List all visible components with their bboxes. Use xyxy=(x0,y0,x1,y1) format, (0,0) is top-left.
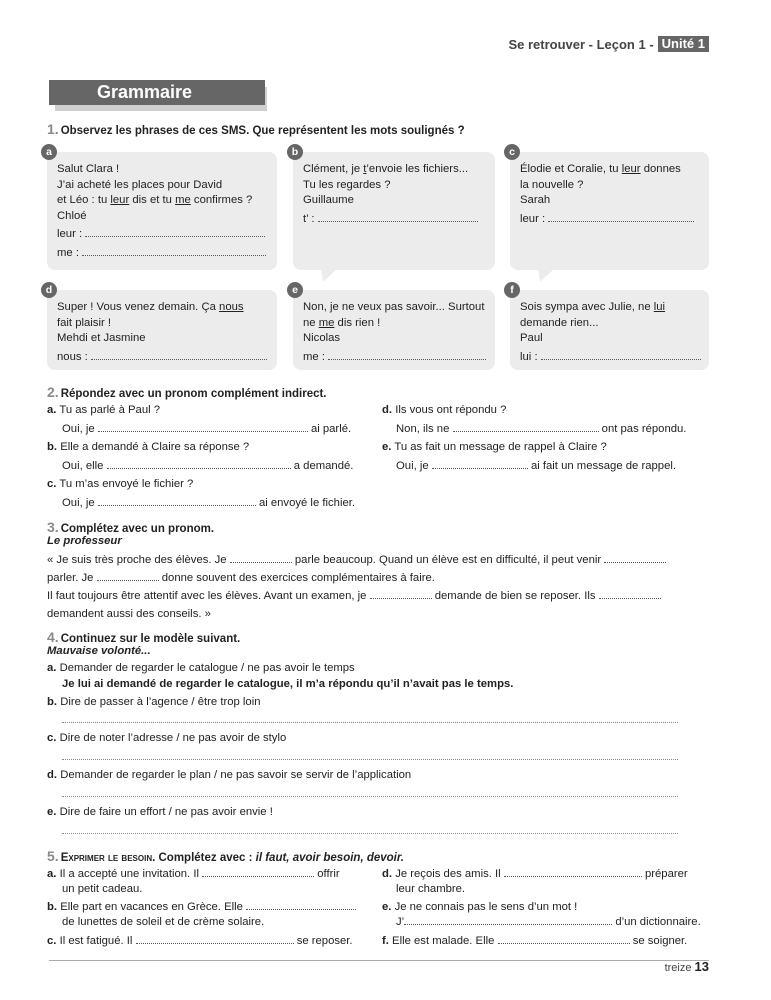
item-label: b. xyxy=(47,441,58,453)
text: Je reçois des amis. Il xyxy=(395,868,501,880)
question-text: Tu as fait un message de rappel à Claire ? xyxy=(394,441,607,453)
ex4-item-d xyxy=(47,768,411,783)
ex5-item-a[interactable] xyxy=(47,867,340,882)
sms-line: la nouvelle ? xyxy=(520,178,584,191)
sms-bubble-b xyxy=(291,146,495,270)
text: et Léo : tu xyxy=(57,194,111,206)
exercise-number: 4. xyxy=(47,629,59,645)
ex4-answer-line-c[interactable] xyxy=(62,759,678,760)
question-text: Tu m’as envoyé le fichier ? xyxy=(59,478,194,490)
sms-bubble-f xyxy=(510,284,709,370)
item-label: d. xyxy=(382,868,393,880)
ex4-answer-line-d[interactable] xyxy=(62,796,678,797)
text: « Je suis très proche des élèves. Je xyxy=(47,554,227,566)
answer-label: nous : xyxy=(57,350,88,363)
unit-badge: Unité 1 xyxy=(658,36,709,52)
sms-line: J’ai acheté les places pour David xyxy=(57,178,223,191)
exercise-5-title xyxy=(47,848,404,864)
sms-line xyxy=(303,316,487,332)
exercise-number: 2. xyxy=(47,384,59,400)
text: donnes xyxy=(640,163,681,175)
exercise-4-instruction: Continuez sur le modèle suivant. xyxy=(60,633,241,645)
ex5-item-c[interactable] xyxy=(47,934,353,949)
exercise-1-title xyxy=(47,121,465,137)
question-text: Elle a demandé à Claire sa réponse ? xyxy=(60,441,250,453)
item-label: c. xyxy=(47,935,57,947)
underlined-word: me xyxy=(318,316,335,329)
ex4-item-a xyxy=(47,661,355,676)
sms-line: Salut Clara ! xyxy=(57,163,120,175)
ex2-answer-b[interactable] xyxy=(62,459,353,474)
answer-label: me : xyxy=(303,350,325,363)
section-banner: Grammaire xyxy=(49,80,265,105)
sms-signature: Nicolas xyxy=(303,332,341,344)
page-word: treize xyxy=(664,962,692,974)
answer-end: ai envoyé le fichier. xyxy=(258,497,356,509)
exercise-5-instruction: . Complétez avec : xyxy=(152,852,256,864)
sms-signature: Sarah xyxy=(520,194,551,206)
sms-line: Non, je ne veux pas savoir... Surtout xyxy=(303,301,485,313)
exercise-4-title xyxy=(47,629,240,645)
ex3-line-1[interactable] xyxy=(47,553,666,568)
exercise-3-instruction: Complétez avec un pronom. xyxy=(60,523,215,535)
answer-label: leur : xyxy=(520,212,546,225)
bubble-letter: f xyxy=(504,282,520,298)
text: se reposer. xyxy=(296,935,353,947)
answer-label: leur : xyxy=(57,228,83,240)
item-label: b. xyxy=(47,901,58,913)
text: Je ne connais pas le sens d’un mot ! xyxy=(394,901,578,913)
text: confirmes ? xyxy=(190,194,253,206)
item-text: Dire de noter l’adresse / ne pas avoir de stylo xyxy=(59,732,287,744)
ex5-item-e xyxy=(382,900,577,915)
page-footer xyxy=(665,959,709,974)
exercise-5-category: Exprimer le besoin xyxy=(60,852,153,864)
exercise-2-title xyxy=(47,384,327,400)
ex2-answer-c[interactable] xyxy=(62,496,355,511)
page-header xyxy=(508,36,709,52)
text: dis rien ! xyxy=(334,316,381,329)
sms-signature: Guillaume xyxy=(303,194,354,206)
answer-line-leur[interactable] xyxy=(57,227,269,243)
item-label: e. xyxy=(382,901,392,913)
exercise-number: 5. xyxy=(47,848,59,864)
exercise-1-instruction: Observez les phrases de ces SMS. Que représentent les mots soulignés ? xyxy=(60,125,465,137)
answer-line-me[interactable] xyxy=(57,246,269,262)
answer-line-t[interactable] xyxy=(303,212,487,228)
question-text: Tu as parlé à Paul ? xyxy=(59,404,161,416)
text: parle beaucoup. Quand un élève est en difficulté, il peut venir xyxy=(294,554,602,566)
answer-start: Oui, elle xyxy=(62,460,104,472)
ex2-question-a xyxy=(47,403,160,418)
item-label: b. xyxy=(47,696,58,708)
underlined-word: me xyxy=(175,194,191,206)
answer-start: Non, ils ne xyxy=(396,423,450,435)
text: Il est fatigué. Il xyxy=(59,935,133,947)
answer-label: me : xyxy=(57,246,79,259)
bubble-letter: e xyxy=(287,282,303,298)
page-number: 13 xyxy=(694,959,709,974)
text: Elle part en vacances en Grèce. Elle xyxy=(60,901,243,913)
text: J’ xyxy=(396,916,405,928)
answer-end: ont pas répondu. xyxy=(601,423,687,435)
ex2-question-c xyxy=(47,477,193,492)
item-text: Dire de passer à l’agence / être trop loin xyxy=(60,696,261,708)
text: ’envoie les fichiers... xyxy=(366,163,469,175)
exercise-4-subtitle: Mauvaise volonté... xyxy=(47,645,151,657)
ex4-answer-line-e[interactable] xyxy=(62,833,678,834)
ex4-item-b xyxy=(47,695,261,710)
item-label: d. xyxy=(47,769,58,781)
text: Il faut toujours être attentif avec les élèves. Avant un examen, je xyxy=(47,590,367,602)
text: parler. Je xyxy=(47,572,94,584)
ex4-item-c xyxy=(47,731,286,746)
sms-bubble-c xyxy=(509,146,709,270)
answer-start: Oui, je xyxy=(62,497,95,509)
item-label: e. xyxy=(47,806,57,818)
item-text: Demander de regarder le catalogue / ne pas avoir le temps xyxy=(59,662,355,674)
item-label: c. xyxy=(47,478,57,490)
ex4-answer-line-b[interactable] xyxy=(62,722,678,723)
ex5-item-a-cont: un petit cadeau. xyxy=(62,883,143,895)
sms-signature: Mehdi et Jasmine xyxy=(57,332,146,344)
sms-line xyxy=(57,300,269,316)
text: Élodie et Coralie, tu xyxy=(520,163,622,175)
answer-end: a demandé. xyxy=(293,460,354,472)
underlined-word: leur xyxy=(110,194,130,206)
question-text: Ils vous ont répondu ? xyxy=(395,404,507,416)
text: ne xyxy=(303,316,319,329)
item-text: Demander de regarder le plan / ne pas savoir se servir de l’application xyxy=(60,769,412,781)
ex3-line-4: demandent aussi des conseils. » xyxy=(47,608,211,620)
ex2-answer-d[interactable] xyxy=(396,422,686,437)
answer-label: t’ : xyxy=(303,212,315,225)
bubble-letter: a xyxy=(41,144,57,160)
answer-line-lui[interactable] xyxy=(520,350,701,366)
sms-line xyxy=(303,162,487,178)
item-label: a. xyxy=(47,662,57,674)
underlined-word: nous xyxy=(219,301,244,313)
ex5-item-f[interactable] xyxy=(382,934,687,949)
exercise-3-title xyxy=(47,519,214,535)
ex2-question-b xyxy=(47,440,249,455)
text: Elle est malade. Elle xyxy=(392,935,495,947)
text: donne souvent des exercices complémentaires à faire. xyxy=(161,572,435,584)
text: se soigner. xyxy=(632,935,688,947)
ex2-question-d xyxy=(382,403,506,418)
bubble-letter: b xyxy=(287,144,303,160)
exercise-3-subtitle: Le professeur xyxy=(47,535,122,547)
underlined-word: leur xyxy=(621,163,641,175)
answer-line-me[interactable] xyxy=(303,350,487,366)
sms-line xyxy=(57,193,269,209)
sms-line: Tu les regardes ? xyxy=(303,178,391,191)
header-lesson: Se retrouver - Leçon 1 - xyxy=(508,36,654,52)
item-label: f. xyxy=(382,935,389,947)
ex2-answer-e[interactable] xyxy=(396,459,676,474)
sms-line xyxy=(520,162,701,178)
answer-line-leur[interactable] xyxy=(520,212,701,228)
text: d’un dictionnaire. xyxy=(615,916,701,928)
sms-signature: Chloé xyxy=(57,209,87,222)
answer-end: ai fait un message de rappel. xyxy=(530,460,677,472)
item-text: Dire de faire un effort / ne pas avoir envie ! xyxy=(59,806,273,818)
text: Super ! Vous venez demain. Ça xyxy=(57,301,220,313)
answer-start: Oui, je xyxy=(396,460,429,472)
underlined-word: t xyxy=(363,163,367,175)
item-label: a. xyxy=(47,868,57,880)
underlined-word: lui xyxy=(653,301,666,313)
ex4-model-answer: Je lui ai demandé de regarder le catalogue, il m’a répondu qu’il n’avait pas le temps. xyxy=(62,678,514,690)
sms-line: fait plaisir ! xyxy=(57,316,111,329)
ex5-item-d[interactable] xyxy=(382,867,688,882)
sms-line: demande rien... xyxy=(520,316,599,329)
exercise-number: 1. xyxy=(47,121,59,137)
sms-signature: Paul xyxy=(520,332,543,344)
text: demande de bien se reposer. Ils xyxy=(434,590,596,602)
ex3-line-2[interactable] xyxy=(47,571,435,586)
ex4-item-e xyxy=(47,805,273,820)
bubble-letter: d xyxy=(41,282,57,298)
item-label: c. xyxy=(47,732,57,744)
text: offrir xyxy=(317,868,340,880)
text: dis et tu xyxy=(129,194,176,206)
answer-end: ai parlé. xyxy=(310,423,352,435)
sms-bubble-d xyxy=(45,284,277,370)
ex5-item-b[interactable] xyxy=(47,900,356,915)
ex5-item-b-cont: de lunettes de soleil et de crème solaire. xyxy=(62,916,265,928)
text: Il a accepté une invitation. Il xyxy=(59,868,199,880)
item-label: a. xyxy=(47,404,57,416)
sms-bubble-e xyxy=(292,284,495,370)
exercise-2-instruction: Répondez avec un pronom complément indirect. xyxy=(60,388,327,400)
item-label: d. xyxy=(382,404,393,416)
ex5-item-e-cont[interactable] xyxy=(396,915,701,930)
footer-rule xyxy=(49,960,709,961)
answer-line-nous[interactable] xyxy=(57,350,269,366)
sms-line xyxy=(520,300,701,316)
item-label: e. xyxy=(382,441,392,453)
answer-label: lui : xyxy=(520,350,538,363)
ex3-line-3[interactable] xyxy=(47,589,661,604)
ex2-question-e xyxy=(382,440,607,455)
answer-start: Oui, je xyxy=(62,423,95,435)
exercise-5-words: il faut, avoir besoin, devoir. xyxy=(255,852,404,864)
ex2-answer-a[interactable] xyxy=(62,422,351,437)
ex5-item-d-cont: leur chambre. xyxy=(396,883,466,895)
exercise-number: 3. xyxy=(47,519,59,535)
sms-bubble-a xyxy=(46,146,277,270)
text: préparer xyxy=(644,868,688,880)
text: Clément, je xyxy=(303,163,364,175)
bubble-letter: c xyxy=(504,144,520,160)
text: Sois sympa avec Julie, ne xyxy=(520,301,654,313)
